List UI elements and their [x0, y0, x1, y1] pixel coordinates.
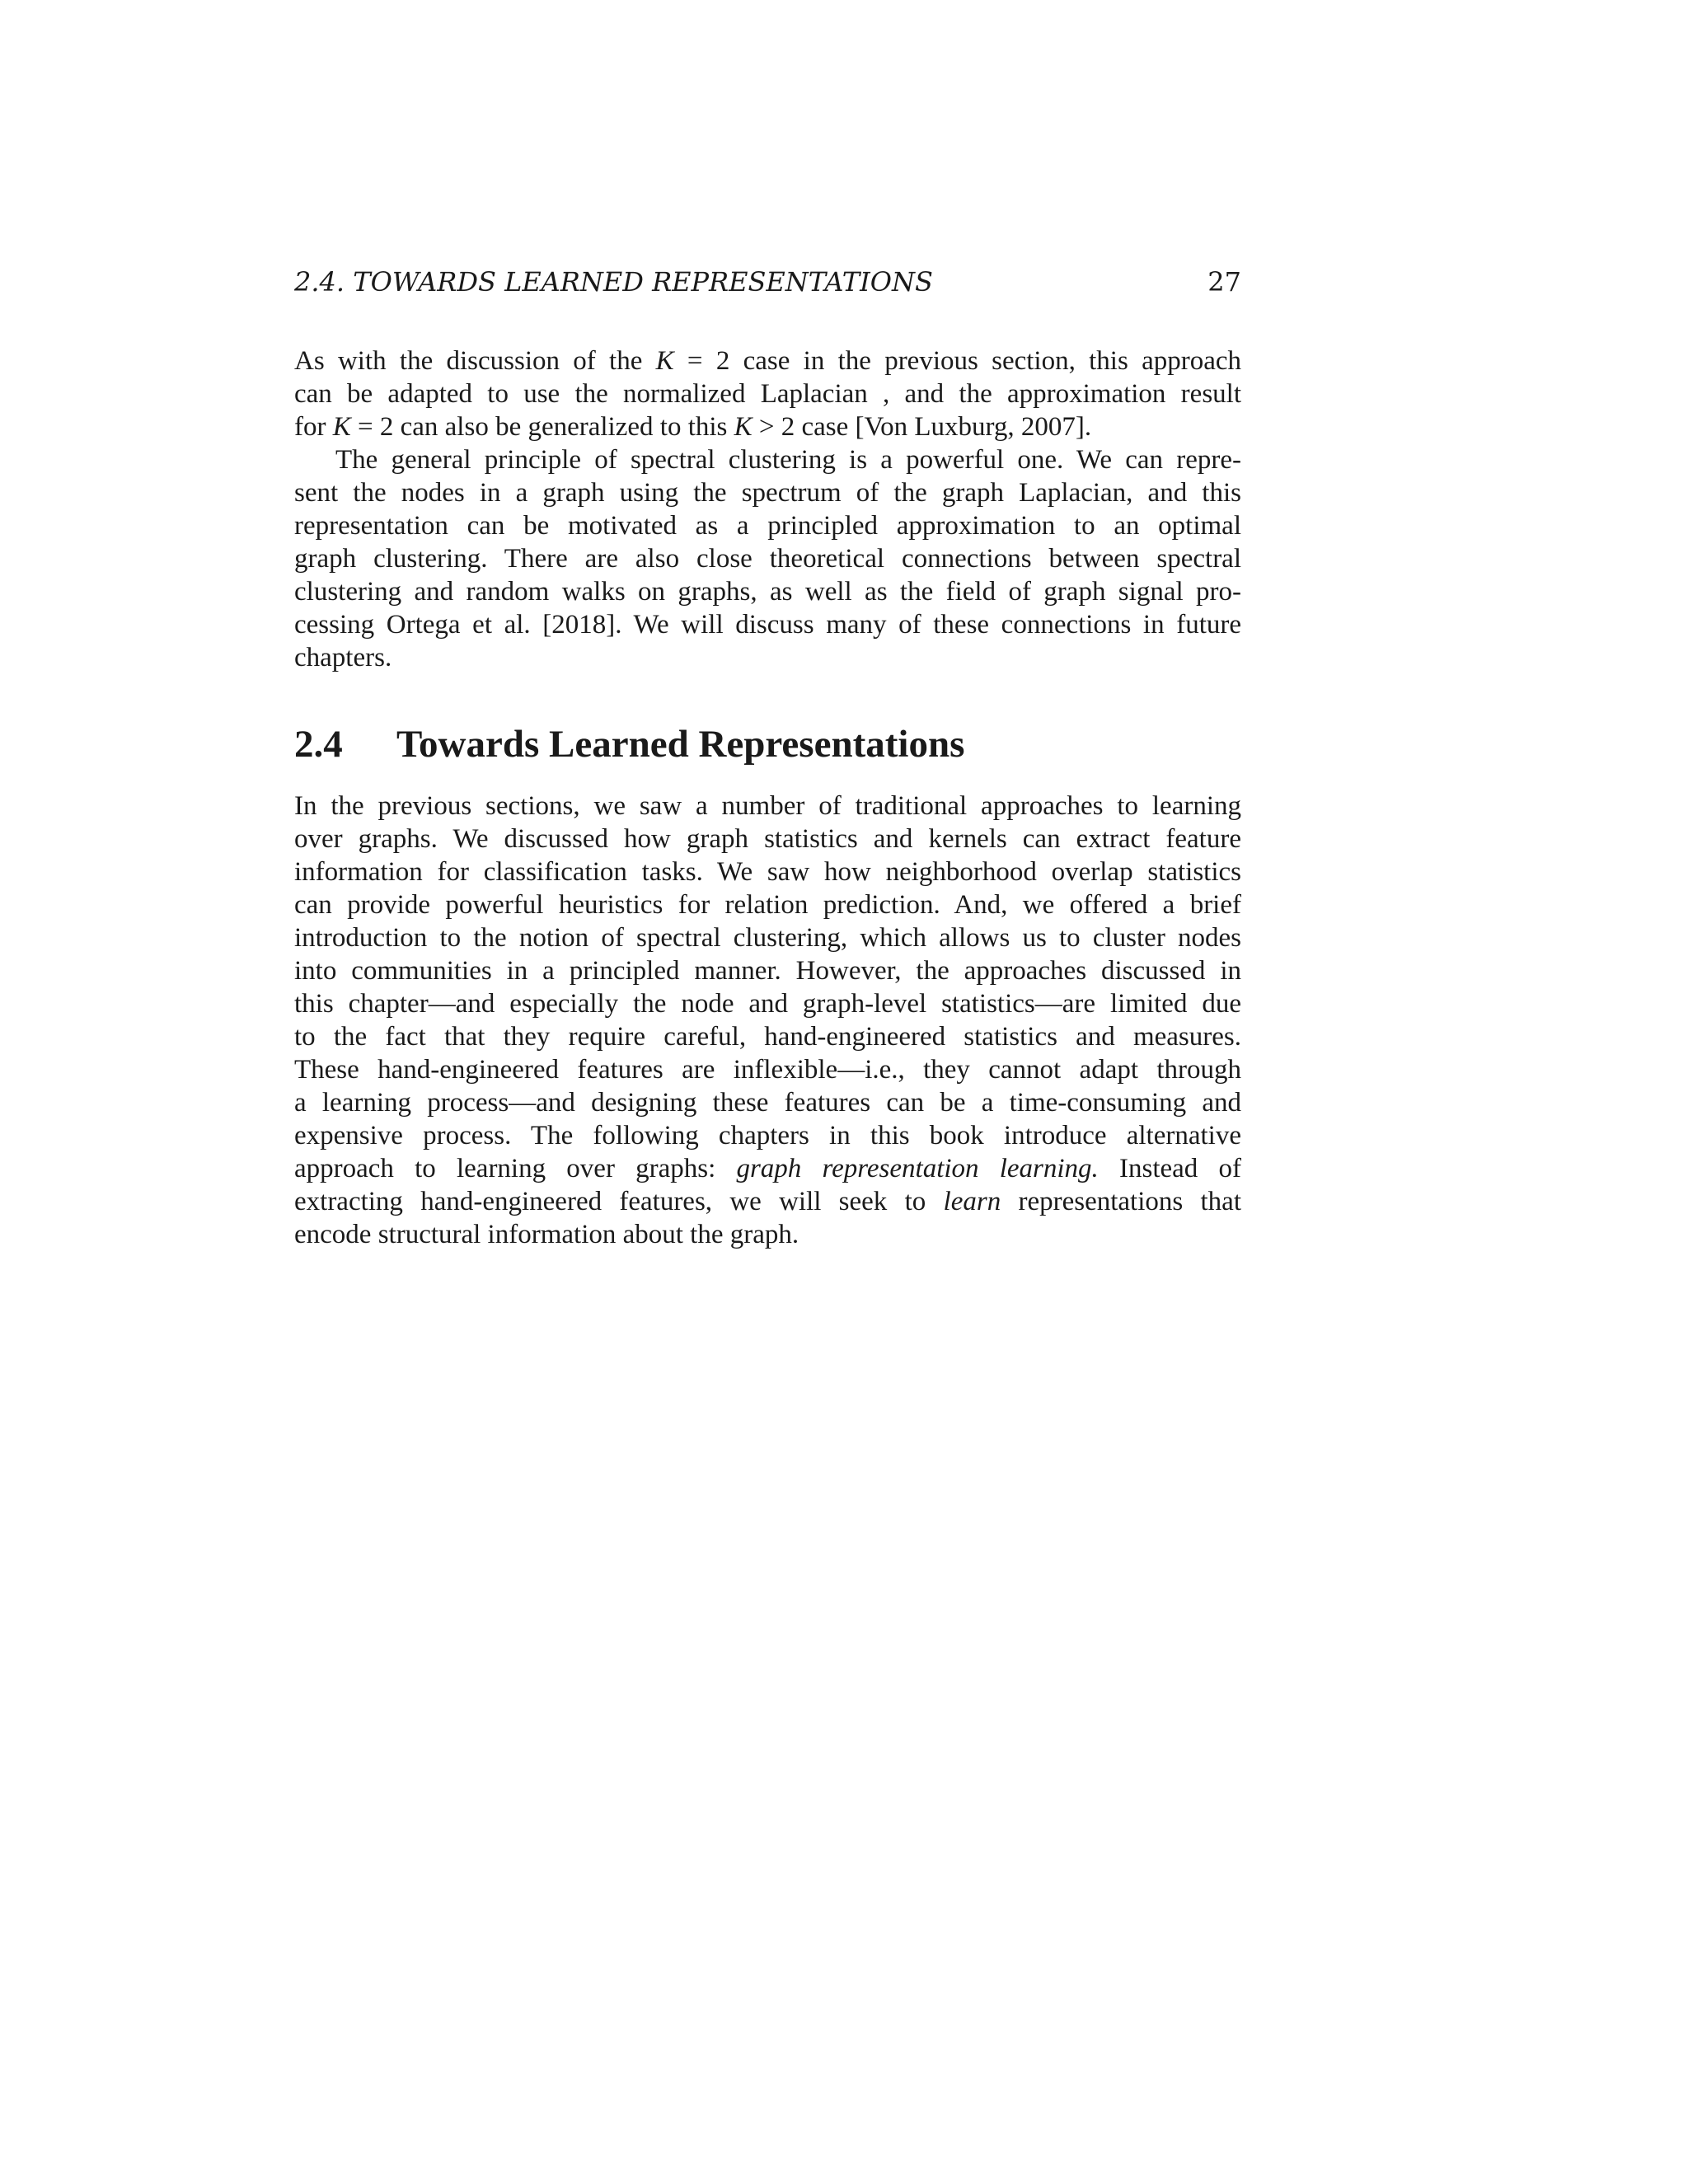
- paragraph-line: The general principle of spectral clustering is a powerful one. We can repre-: [335, 445, 1241, 475]
- paragraph-line: information for classification tasks. We saw how neighborhood overlap statistics: [294, 857, 1241, 887]
- paragraph-line: a learning process—and designing these features can be a time-consuming and: [294, 1088, 1241, 1118]
- paragraph-line: for K = 2 can also be generalized to this K > 2 case [Von Luxburg, 2007].: [294, 412, 1092, 442]
- running-header: [294, 262, 1241, 302]
- section-body-text: [294, 790, 1241, 1251]
- paragraph-line: over graphs. We discussed how graph statistics and kernels can extract feature: [294, 824, 1241, 854]
- page-number: 27: [1207, 266, 1241, 298]
- emphasis-text: learn: [943, 1187, 1001, 1216]
- paragraph-line: In the previous sections, we saw a number of traditional approaches to learning: [294, 791, 1241, 821]
- paragraph-line: clustering and random walks on graphs, as well as the field of graph signal pro-: [294, 577, 1241, 607]
- paragraph-line: to the fact that they require careful, hand-engineered statistics and measures.: [294, 1022, 1241, 1052]
- paragraph-line: graph clustering. There are also close theoretical connections between spectral: [294, 544, 1241, 574]
- emphasis-text: graph representation learning.: [736, 1154, 1099, 1183]
- paragraph-line: expensive process. The following chapters in this book introduce alternative: [294, 1121, 1241, 1151]
- paragraph-line: chapters.: [294, 643, 392, 673]
- paragraph-line: encode structural information about the graph.: [294, 1220, 799, 1249]
- running-header-title: 2.4. TOWARDS LEARNED REPRESENTATIONS: [294, 266, 933, 298]
- paragraph-line: extracting hand-engineered features, we will seek to learn representations that: [294, 1187, 1241, 1216]
- paragraph-line: These hand-engineered features are inflexible—i.e., they cannot adapt through: [294, 1055, 1241, 1085]
- paragraph-line: can provide powerful heuristics for relation prediction. And, we offered a brief: [294, 890, 1241, 920]
- section-title: Towards Learned Representations: [396, 723, 965, 766]
- paragraph-line: introduction to the notion of spectral clustering, which allows us to cluster nodes: [294, 923, 1241, 953]
- paragraph-line: can be adapted to use the normalized Laplacian , and the approximation result: [294, 379, 1241, 409]
- intro-text-block: [294, 344, 1241, 674]
- section-heading: [294, 715, 1241, 773]
- section-number: 2.4: [294, 723, 343, 766]
- paragraph-line: As with the discussion of the K = 2 case in the previous section, this approach: [294, 346, 1241, 376]
- paragraph-line: approach to learning over graphs: graph representation learning. Instead of: [294, 1154, 1241, 1183]
- paragraph-line: cessing Ortega et al. [2018]. We will discuss many of these connections in future: [294, 610, 1241, 640]
- paragraph-line: into communities in a principled manner. However, the approaches discussed in: [294, 956, 1241, 986]
- paragraph-line: sent the nodes in a graph using the spectrum of the graph Laplacian, and this: [294, 478, 1241, 508]
- paragraph-line: this chapter—and especially the node and graph-level statistics—are limited due: [294, 989, 1241, 1019]
- paragraph-line: representation can be motivated as a principled approximation to an optimal: [294, 511, 1241, 541]
